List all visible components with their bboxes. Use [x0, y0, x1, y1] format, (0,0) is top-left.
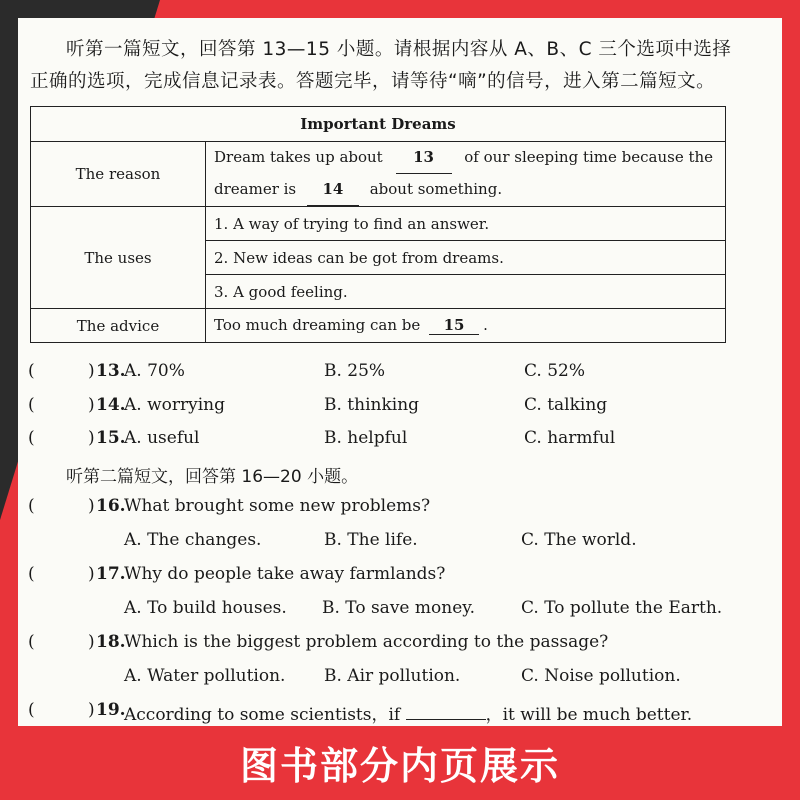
option-c: C. talking [524, 395, 608, 415]
question-number: 13. [96, 361, 126, 381]
answer-paren-open: ( [28, 700, 35, 720]
blank-13: 13 [396, 142, 452, 174]
instruction-line-2: 正确的选项，完成信息记录表。答题完毕，请等待“嘀”的信号，进入第二篇短文。 [30, 71, 716, 92]
use-item-3: 3. A good feeling. [206, 275, 726, 309]
option-a: A. 70% [124, 361, 185, 381]
advice-end: . [483, 316, 488, 334]
section-2-instruction: 听第二篇短文，回答第 16—20 小题。 [66, 467, 359, 487]
instructions [30, 34, 750, 98]
instruction-line-1: 听第一篇短文，回答第 13—15 小题。请根据内容从 A、B、C 三个选项中选择 [66, 39, 732, 60]
use-item-1: 1. A way of trying to find an answer. [206, 207, 726, 241]
option-c: C. Noise pollution. [521, 666, 681, 686]
option-b: B. To save money. [322, 598, 475, 618]
use-item-2: 2. New ideas can be got from dreams. [206, 241, 726, 275]
question-number: 18. [96, 632, 126, 652]
option-b: B. Air pollution. [324, 666, 461, 686]
option-b: B. helpful [324, 428, 408, 448]
option-b: B. The life. [324, 530, 418, 550]
question-text-after: ，it will be much better. [485, 705, 693, 725]
question-number: 17. [96, 564, 126, 584]
answer-paren-open: ( [28, 428, 35, 448]
answer-paren-close: ) [88, 564, 95, 584]
option-a: A. Water pollution. [124, 666, 286, 686]
question-text: Why do people take away farmlands? [124, 564, 446, 584]
answer-paren-close: ) [88, 700, 95, 720]
answer-paren-close: ) [88, 395, 95, 415]
reason-text-3: dreamer is [214, 180, 297, 198]
answer-paren-close: ) [88, 361, 95, 381]
advice-text: Too much dreaming can be [214, 316, 421, 334]
question-number: 15. [96, 428, 126, 448]
question-number: 16. [96, 496, 126, 516]
answer-paren-open: ( [28, 361, 35, 381]
option-a: A. worrying [124, 395, 225, 415]
reason-text-4: about something. [369, 180, 503, 198]
answer-paren-open: ( [28, 395, 35, 415]
option-a: A. useful [124, 428, 200, 448]
blank-14: 14 [307, 174, 359, 206]
uses-label: The uses [31, 207, 206, 309]
answer-paren-open: ( [28, 632, 35, 652]
reason-cell [206, 142, 726, 207]
blank-15: 15 [429, 316, 479, 335]
answer-blank [406, 719, 486, 720]
answer-paren-open: ( [28, 496, 35, 516]
answer-paren-close: ) [88, 428, 95, 448]
answer-paren-open: ( [28, 564, 35, 584]
reason-text-1: Dream takes up about [214, 148, 383, 166]
promo-banner: 图书部分内页展示 [239, 744, 560, 788]
reason-text-2: of our sleeping time because the [464, 148, 714, 166]
question-number: 19. [96, 700, 126, 720]
answer-paren-close: ) [88, 632, 95, 652]
record-table [30, 106, 726, 343]
answer-paren-close: ) [88, 496, 95, 516]
option-c: C. 52% [524, 361, 585, 381]
option-c: C. To pollute the Earth. [521, 598, 723, 618]
table-title: Important Dreams [31, 107, 726, 142]
question-19-line [124, 700, 692, 725]
advice-label: The advice [31, 309, 206, 343]
question-text: What brought some new problems? [124, 496, 431, 516]
option-c: C. harmful [524, 428, 616, 448]
option-c: C. The world. [521, 530, 637, 550]
book-page [18, 18, 782, 726]
question-text-before: According to some scientists，if [124, 705, 401, 725]
reason-label: The reason [31, 142, 206, 207]
option-b: B. 25% [324, 361, 386, 381]
question-text: Which is the biggest problem according to the passage? [124, 632, 609, 652]
question-number: 14. [96, 395, 126, 415]
option-a: A. To build houses. [124, 598, 287, 618]
option-b: B. thinking [324, 395, 420, 415]
advice-cell [206, 309, 726, 343]
option-a: A. The changes. [124, 530, 262, 550]
